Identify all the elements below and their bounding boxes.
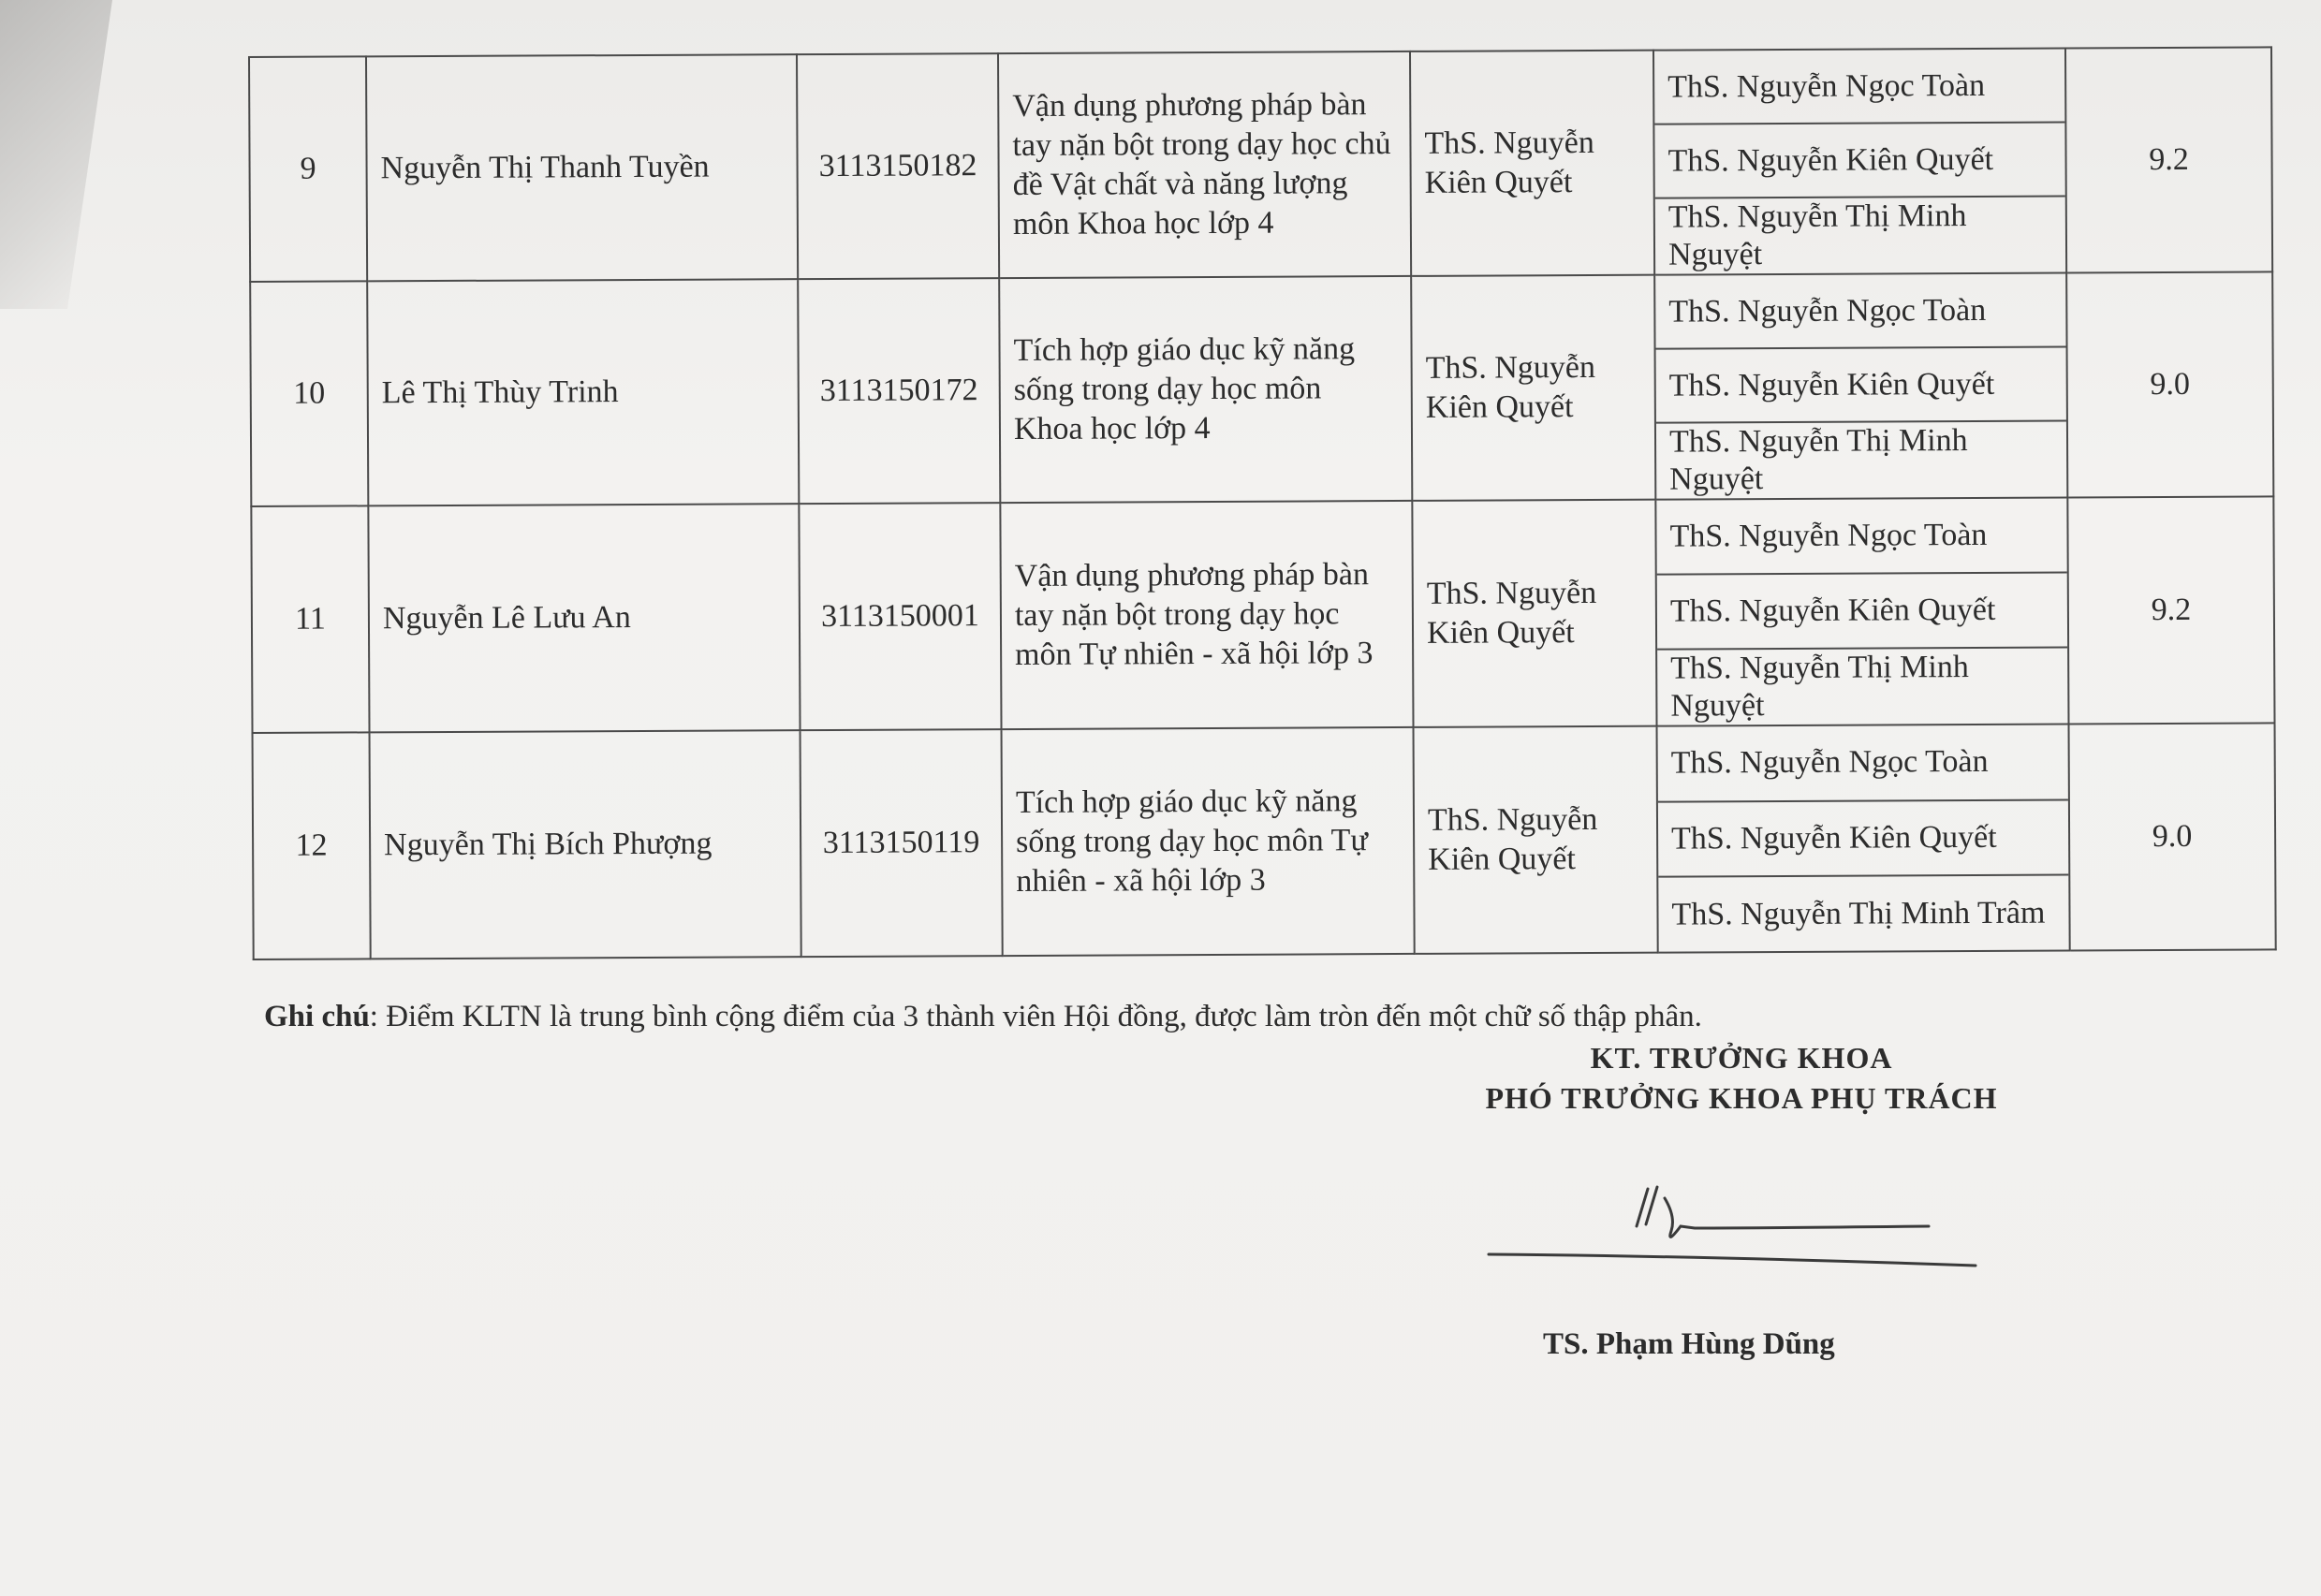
supervisor: ThS. Nguyễn Kiên Quyết: [1411, 275, 1655, 501]
student-id: 3113150001: [799, 503, 1001, 730]
row-number: 10: [250, 281, 368, 506]
thesis-topic: Tích hợp giáo dục kỹ năng sống trong dạy học môn Khoa học lớp 4: [999, 276, 1412, 503]
committee-member: ThS. Nguyễn Kiên Quyết: [1654, 124, 2064, 199]
committee-member: ThS. Nguyễn Thị Minh Nguyệt: [1670, 650, 1969, 724]
thesis-topic: Vận dụng phương pháp bàn tay nặn bột trong dạy học chủ đề Vật chất và năng lượng môn Khoa học lớp 4: [998, 51, 1411, 278]
student-id: 3113150182: [797, 53, 999, 279]
footnote-label: Ghi chú: [264, 1000, 370, 1033]
committee-member: ThS. Nguyễn Ngọc Toàn: [1655, 274, 2065, 350]
results-table-wrapper: [248, 46, 2275, 960]
signer-title-line1: KT. TRƯỞNG KHOA: [1590, 1041, 1893, 1075]
student-name: Nguyễn Thị Bích Phượng: [370, 730, 801, 959]
footnote: [264, 1000, 1702, 1034]
committee-member: ThS. Nguyễn Kiên Quyết: [1657, 574, 2067, 651]
score: 9.0: [2066, 271, 2273, 497]
committee-member: ThS. Nguyễn Ngọc Toàn: [1658, 725, 2068, 803]
signer-name: TS. Phạm Hùng Dũng: [1543, 1327, 1835, 1361]
committee-member: ThS. Nguyễn Thị Minh Trâm: [1671, 895, 2046, 932]
score: 9.2: [2065, 47, 2272, 272]
committee-member: ThS. Nguyễn Kiên Quyết: [1658, 800, 2068, 878]
table-row: [249, 47, 2272, 282]
student-name: Nguyễn Lê Lưu An: [368, 504, 800, 732]
footnote-text: : Điểm KLTN là trung bình cộng điểm của 3 thành viên Hội đồng, được làm tròn đến một chữ số thập phân.: [369, 1000, 1702, 1033]
row-number: 9: [249, 56, 367, 282]
table-row: [253, 723, 2276, 959]
student-name: Nguyễn Thị Thanh Tuyền: [366, 54, 798, 281]
table-row: [250, 271, 2273, 506]
supervisor: ThS. Nguyễn Kiên Quyết: [1414, 726, 1658, 954]
thesis-topic: Vận dụng phương pháp bàn tay nặn bột trong dạy học môn Tự nhiên - xã hội lớp 3: [1000, 501, 1413, 729]
supervisor: ThS. Nguyễn Kiên Quyết: [1410, 51, 1654, 276]
committee-cell: [1655, 498, 2068, 726]
supervisor: ThS. Nguyễn Kiên Quyết: [1412, 500, 1656, 727]
thesis-topic: Tích hợp giáo dục kỹ năng sống trong dạy học môn Tự nhiên - xã hội lớp 3: [1002, 727, 1415, 956]
committee-member: ThS. Nguyễn Ngọc Toàn: [1654, 50, 2064, 125]
score: 9.2: [2067, 496, 2274, 724]
committee-cell: [1657, 725, 2070, 953]
signer-title-line2: PHÓ TRƯỞNG KHOA PHỤ TRÁCH: [1485, 1081, 1998, 1115]
committee-member: ThS. Nguyễn Thị Minh Nguyệt: [1667, 198, 1967, 272]
table-row: [251, 496, 2274, 733]
student-id: 3113150119: [801, 729, 1003, 957]
committee-member: ThS. Nguyễn Thị Minh Nguyệt: [1668, 423, 1968, 497]
score: 9.0: [2069, 723, 2276, 950]
handwritten-signature: [1479, 1161, 2004, 1282]
row-number: 11: [251, 505, 369, 733]
committee-member: ThS. Nguyễn Kiên Quyết: [1656, 348, 2066, 424]
signature-block: [1442, 1041, 2041, 1116]
committee-member: ThS. Nguyễn Ngọc Toàn: [1656, 499, 2066, 576]
student-id: 3113150172: [798, 278, 1000, 504]
results-table: [248, 46, 2277, 960]
committee-cell: [1653, 49, 2066, 275]
student-name: Lê Thị Thùy Trinh: [367, 279, 799, 505]
committee-cell: [1654, 273, 2067, 500]
row-number: 12: [253, 732, 371, 959]
